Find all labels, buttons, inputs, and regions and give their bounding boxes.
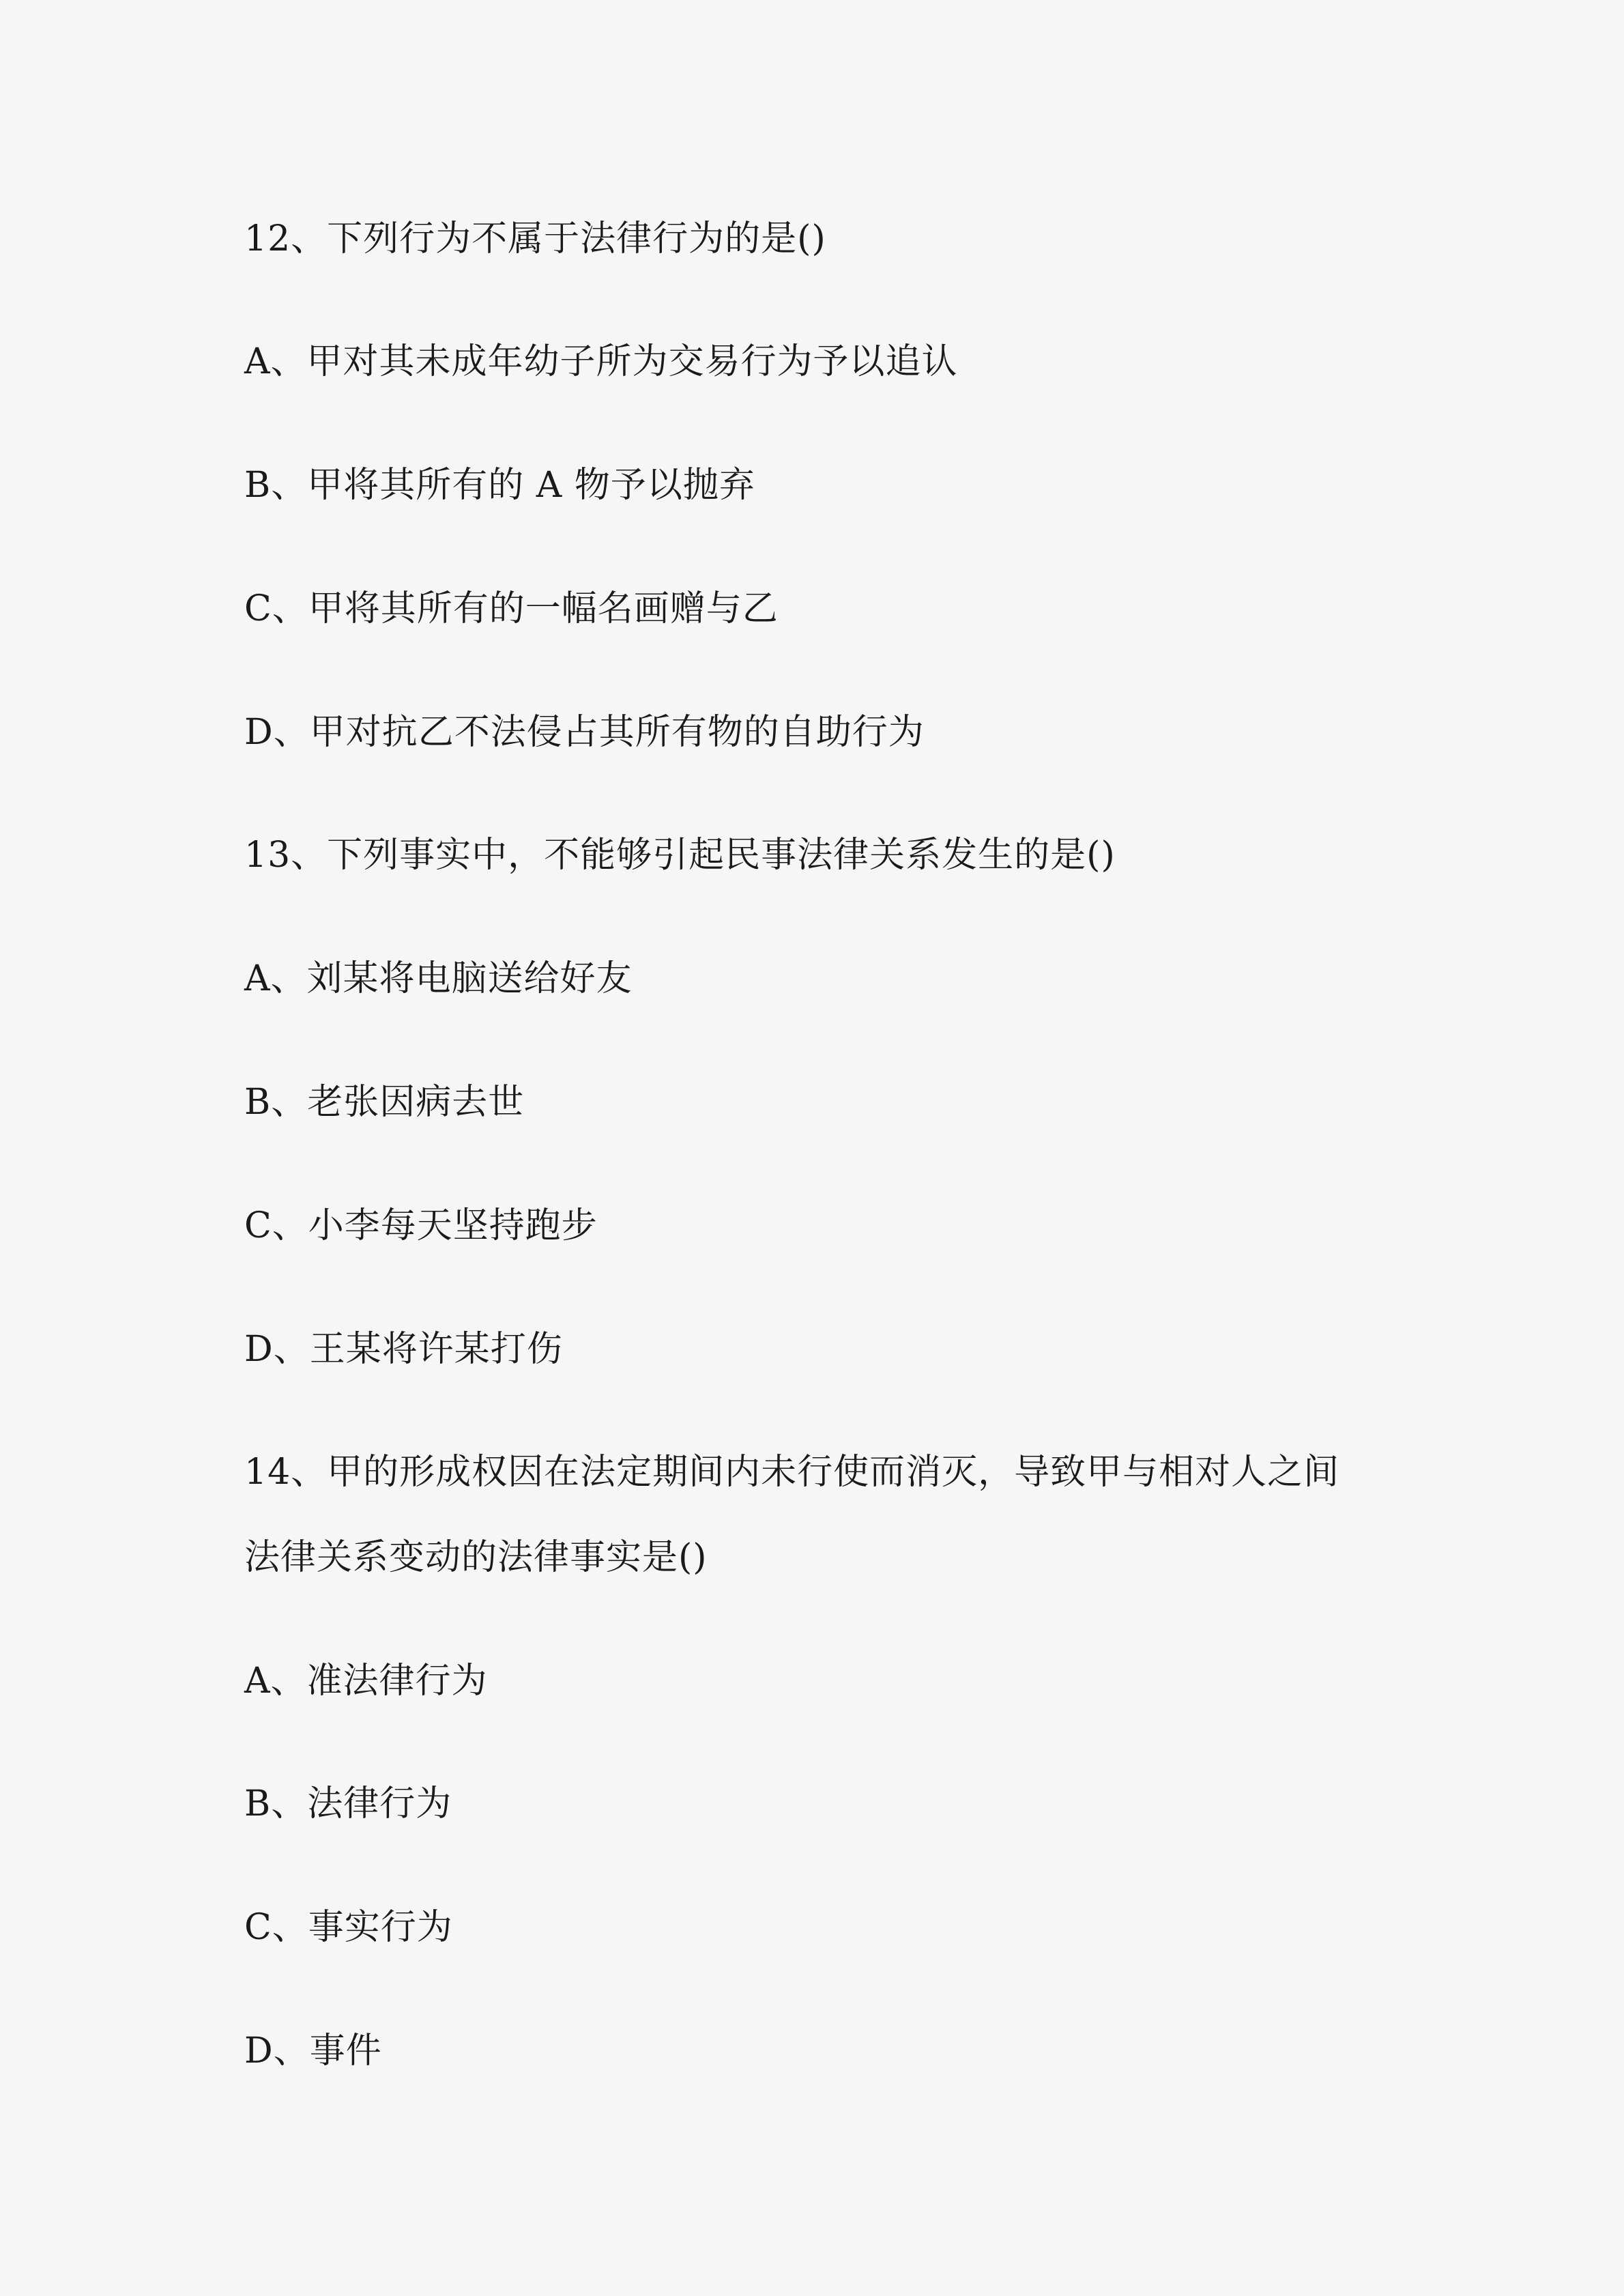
question-14-option-d: D、事件 — [244, 2030, 382, 2071]
question-13-option-a: A、刘某将电脑送给好友 — [244, 958, 633, 999]
question-12-option-b: B、甲将其所有的 A 物予以抛弃 — [244, 465, 755, 506]
question-13-option-b: B、老张因病去世 — [244, 1082, 525, 1123]
question-12-option-d: D、甲对抗乙不法侵占其所有物的自助行为 — [244, 712, 925, 753]
question-13-stem: 13、下列事实中，不能够引起民事法律关系发生的是() — [244, 835, 1116, 876]
question-12-option-c: C、甲将其所有的一幅名画赠与乙 — [244, 588, 779, 629]
question-14-stem-line-2: 法律关系变动的法律事实是() — [244, 1537, 708, 1578]
question-12-stem: 12、下列行为不属于法律行为的是() — [244, 218, 826, 259]
question-14-option-b: B、法律行为 — [244, 1783, 452, 1824]
question-13-option-c: C、小李每天坚持跑步 — [244, 1205, 598, 1246]
question-14-option-a: A、准法律行为 — [244, 1661, 488, 1702]
question-14-option-c: C、事实行为 — [244, 1907, 453, 1948]
question-13-option-d: D、王某将许某打伤 — [244, 1329, 563, 1370]
question-12-option-a: A、甲对其未成年幼子所为交易行为予以追认 — [244, 341, 958, 382]
question-14-stem-line-1: 14、甲的形成权因在法定期间内未行使而消灭，导致甲与相对人之间 — [244, 1452, 1340, 1493]
